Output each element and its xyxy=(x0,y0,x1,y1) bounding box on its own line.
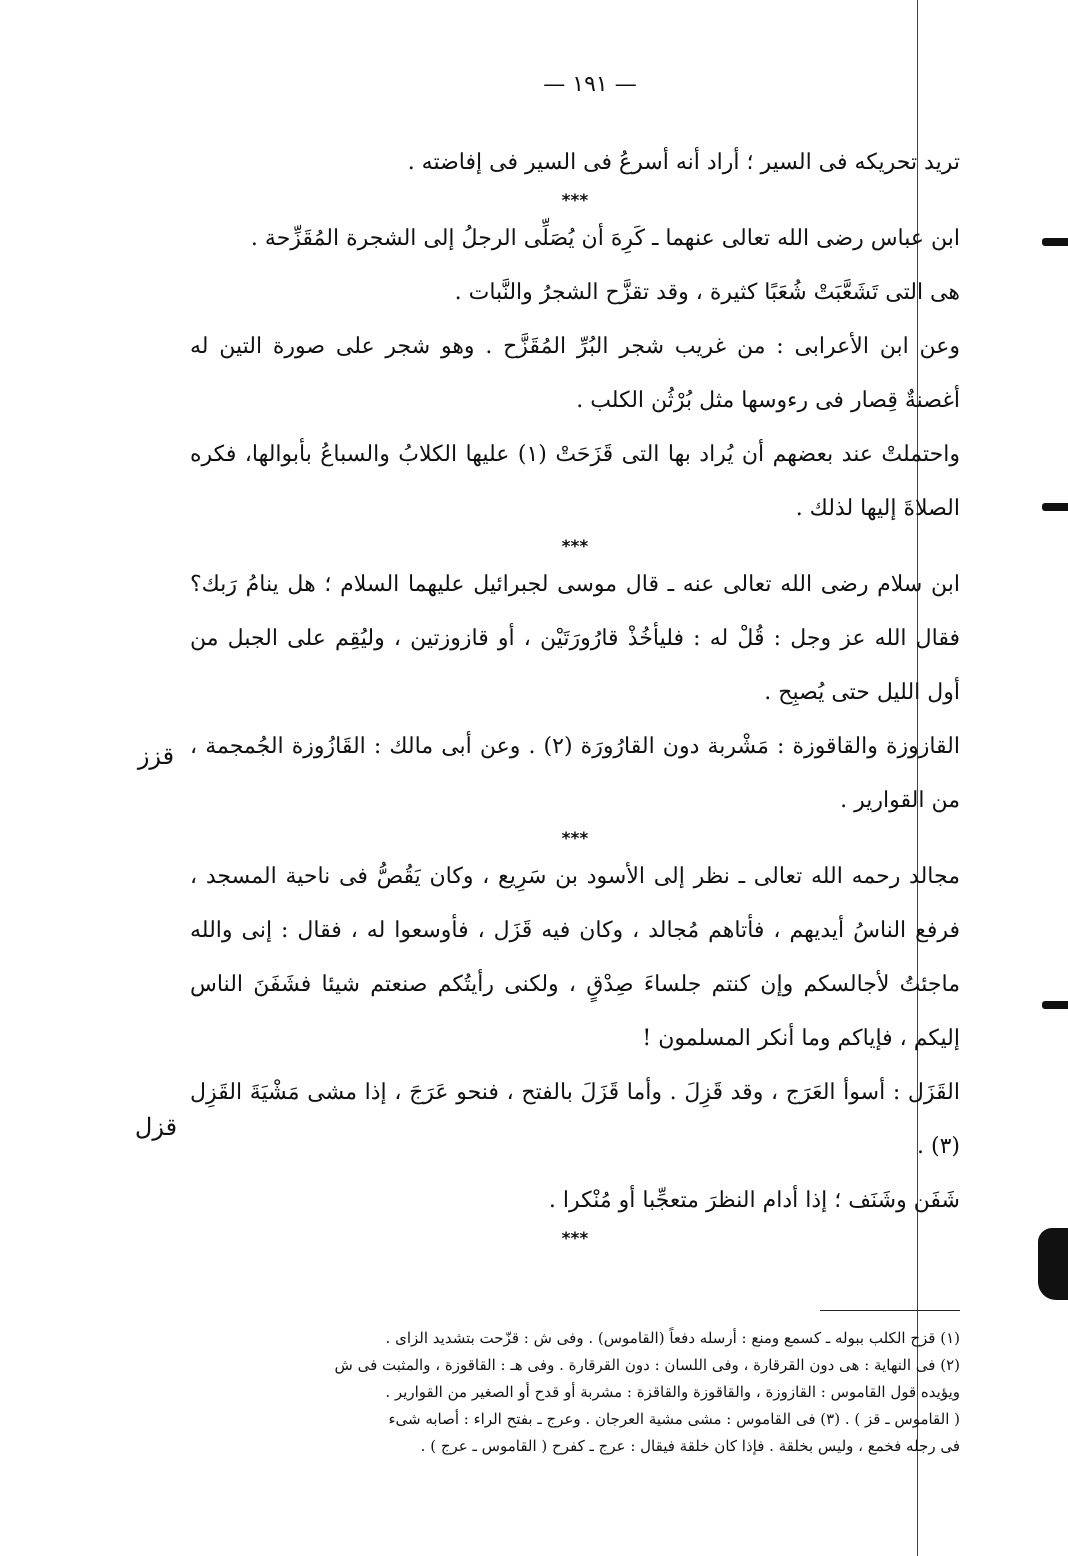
footnotes xyxy=(190,1325,960,1460)
margin-root-word: قزز xyxy=(137,742,175,770)
edge-tab-mark xyxy=(1042,1001,1068,1009)
paragraph: واحتملتْ عند بعضهم أن يُراد بها التى قَزَحَتْ (١) عليها الكلابُ والسباعُ بأبوالها، فكره الصلاةَ إليها لذلك . xyxy=(190,442,961,521)
paragraph: وعن ابن الأعرابى : من غريب شجر البُرِّ المُقَزَّح . وهو شجر على صورة التين له أغصنةٌ قِصار فى رءوسها مثل بُرْثُن الكلب . xyxy=(190,334,960,413)
footnote-line: (١) قزح الكلب ببوله ـ كسمع ومنع : أرسله دفعاً (القاموس) . وفى ش : قزّحت بتشديد الزاى . xyxy=(385,1329,960,1347)
section-separator: *** xyxy=(561,537,589,557)
paragraph: مجالد رحمه الله تعالى ـ نظر إلى الأسود بن سَرِيع ، وكان يَقُصُّ فى ناحية المسجد ، فرفع الناسُ أيديهم ، فأتاهم مُجالد ، وكان فيه قَزَل ، فأوسعوا له ، فقال : إنى والله ماجئتُ لأجالسكم وإن كنتم جلساءَ صِدْقٍ ، ولكنى رأيتُكم صنعتم شيئا فشَفَنَ الناس إليكم ، فإياكم وما أنكر المسلمون ! xyxy=(190,864,960,1051)
footnote-line: (٢) فى النهاية : هى دون القرقارة ، وفى اللسان : دون القرقارة . وفى هـ : القاقوزة ، والمثبت فى ش xyxy=(334,1356,960,1374)
footnote-line: ( القاموس ـ قز ) . (٣) فى القاموس : مشى مشية العرجان . وعرج ـ بفتح الراء : أصابه شىء xyxy=(388,1410,960,1428)
paragraph: تريد تحريكه فى السير ؛ أراد أنه أسرعُ فى السير فى إفاضته . xyxy=(407,150,960,175)
main-text xyxy=(190,136,960,1250)
footnote-line: فى رجله فخمع ، وليس بخلقة . فإذا كان خلقة فيقال : عرج ـ كفرح ( القاموس ـ عرج ) . xyxy=(420,1437,960,1455)
paragraph: ابن سلام رضى الله تعالى عنه ـ قال موسى لجبرائيل عليهما السلام ؛ هل ينامُ رَبك؟ فقال الله عز وجل : قُلْ له : فليأخُذْ قارُورَتَيْن ، أو قازوزتين ، وليُقِم على الجبل من أول الليل حتى يُصبِح . xyxy=(190,572,960,705)
section-separator: *** xyxy=(561,191,589,211)
paragraph: شَفَن وشَنَف ؛ إذا أدام النظرَ متعجِّبا أو مُنْكرا . xyxy=(548,1188,960,1213)
paragraph: ابن عباس رضى الله تعالى عنهما ـ كَرِهَ أن يُصَلِّى الرجلُ إلى الشجرة المُقَزِّحة . xyxy=(250,226,960,251)
margin-root-word: قزل xyxy=(134,1113,178,1141)
paragraph: القَزَل : أسوأ العَرَج ، وقد قَزِلَ . وأما قَزَلَ بالفتح ، فنحو عَرَجَ ، إذا مشى مَشْيَةَ القَزِل (٣) . xyxy=(190,1080,960,1159)
paragraph: هى التى تَشَعَّبَتْ شُعَبًا كثيرة ، وقد تقزَّح الشجرُ والنَّبات . xyxy=(454,280,960,305)
paragraph: القازوزة والقاقوزة : مَشْربة دون القارُورَة (٢) . وعن أبى مالك : القَازُوزة الجُمجمة ، من القوارير . xyxy=(190,734,960,813)
section-separator: *** xyxy=(561,1229,589,1249)
footnote-rule xyxy=(820,1310,960,1311)
edge-tab-mark xyxy=(1042,238,1068,246)
edge-tab-mark xyxy=(1042,503,1068,511)
footnote-line: ويؤيده قول القاموس : القازوزة ، والقاقوزة والقاقزة : مشربة أو قدح أو الصغير من القوارير . xyxy=(385,1383,960,1401)
section-separator: *** xyxy=(561,829,589,849)
page-number: — ١٩١ — xyxy=(543,72,637,97)
edge-ink-blot xyxy=(1038,1228,1068,1300)
